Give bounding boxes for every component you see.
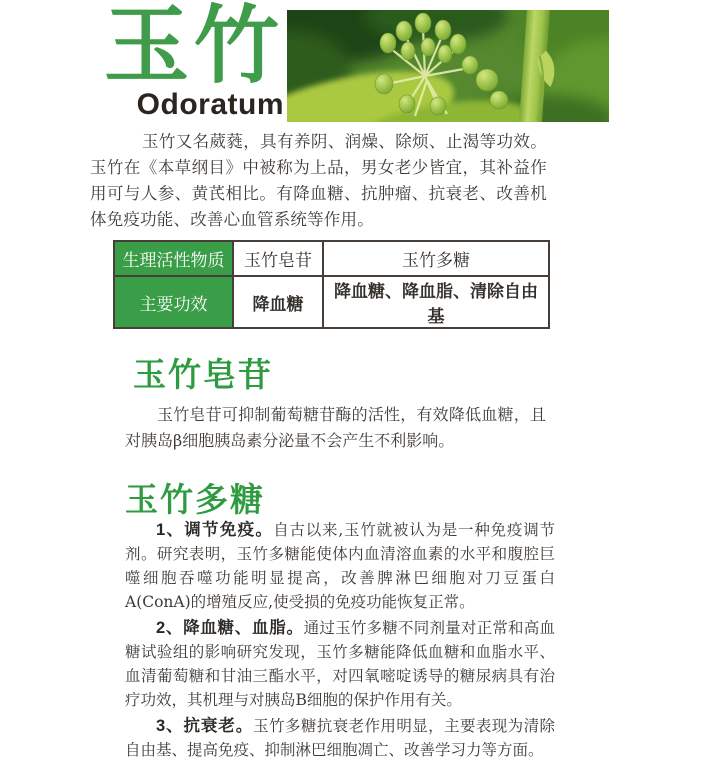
paragraph-blood-sugar (125, 616, 555, 712)
cell-polysaccharide-name: 玉竹多糖 (323, 241, 549, 276)
page-title: 玉竹 (103, 0, 284, 96)
paragraph-anti-aging (125, 714, 555, 762)
paragraph-immunity (125, 518, 555, 614)
section-heading-saponin: 玉竹皂苷 (133, 356, 273, 393)
paragraph-anti-aging-text: 玉竹多糖抗衰老作用明显，主要表现为清除自由基、提高免疫、抑制淋巴细胞凋亡、改善学习力等方面。 (125, 717, 555, 759)
plant-photo (287, 10, 609, 122)
polysaccharide-paragraphs (125, 518, 555, 762)
paragraph-blood-sugar-lead: 2、降血糖、血脂。 (156, 619, 304, 637)
row-header-main-effects: 主要功效 (114, 276, 233, 328)
paragraph-blood-sugar-text: 通过玉竹多糖不同剂量对正常和高血糖试验组的影响研究发现，玉竹多糖能降低血糖和血脂水平、血清葡萄糖和甘油三酯水平，对四氧嘧啶诱导的糖尿病具有治疗功效，其机理与对胰岛B细胞的保护作用有关。 (125, 619, 555, 709)
cell-polysaccharide-effect: 降血糖、降血脂、清除自由基 (323, 276, 549, 328)
cell-saponin-effect: 降血糖 (233, 276, 323, 328)
paragraph-anti-aging-lead: 3、抗衰老。 (156, 717, 254, 735)
paragraph-immunity-lead: 1、调节免疫。 (156, 521, 274, 539)
paragraph-immunity-text: 自古以来,玉竹就被认为是一种免疫调节剂。研究表明，玉竹多糖能使体内血清溶血素的水平和腹腔巨噬细胞吞噬功能明显提高，改善脾淋巴细胞对刀豆蛋白A(ConA)的增殖反应,使受损的免疫功能恢复正常。 (125, 521, 555, 611)
properties-table (113, 240, 550, 329)
intro-paragraph: 玉竹又名葳蕤，具有养阴、润燥、除烦、止渴等功效。玉竹在《本草纲目》中被称为上品，男女老少皆宜，其补益作用可与人参、黄芪相比。有降血糖、抗肿瘤、抗衰老、改善机体免疫功能、改善心血管系统等作用。 (90, 132, 547, 229)
latin-name: Odoratum (136, 88, 284, 121)
saponin-paragraph: 玉竹皂苷可抑制葡萄糖苷酶的活性，有效降低血糖，且对胰岛β细胞胰岛素分泌量不会产生不利影响。 (125, 405, 546, 450)
row-header-active-substance: 生理活性物质 (114, 241, 233, 276)
plant-photo-illustration (287, 10, 609, 122)
title-block (100, 0, 284, 121)
cell-saponin-name: 玉竹皂苷 (233, 241, 323, 276)
table-row (114, 276, 549, 328)
section-heading-polysaccharide: 玉竹多糖 (125, 481, 265, 518)
table-row (114, 241, 549, 276)
